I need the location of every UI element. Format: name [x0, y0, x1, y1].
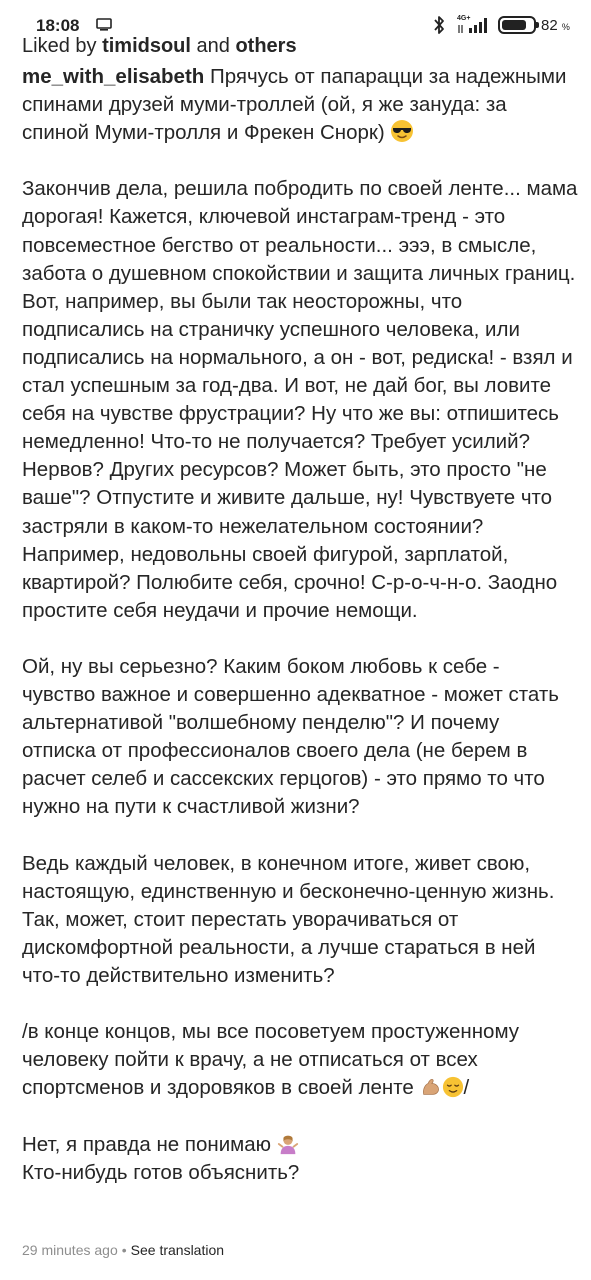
post-caption — [22, 63, 578, 1187]
meta-separator: • — [121, 1242, 127, 1258]
caption-text: /в конце концов, мы все посоветуем простуженному человеку пойти к врачу, а не отписаться от всех спортсменов и здоровяков в своей ленте — [22, 1020, 520, 1100]
liked-by-user[interactable]: timidsoul — [102, 35, 191, 56]
caption-paragraph — [22, 1131, 578, 1159]
cellular-signal-icon: 4G+ — [457, 16, 493, 34]
relieved-face-icon — [442, 1076, 464, 1098]
see-translation-link[interactable]: See translation — [130, 1242, 225, 1258]
post-username[interactable]: me_with_elisabeth — [22, 65, 205, 88]
caption-paragraph: Вот, например, вы были так неосторожны, что подписались на страничку успешного человека, или подписались на нормального, а он - вот, редиска! - взял и стал успешным за год-два. И вот, не дай бог, вы ловите себя на чувстве фрустрации? Ну что же вы: отпишитесь немедленно! Что-то не получается? Требует усилий? Нервов? Других ресурсов? Может быть, это просто "не ваше"? Отпустите и живите дальше, ну! Чувствуете что застряли в каком-то нежелательном состоянии? Например, недовольны своей фигурой, зарплатой, квартирой? Полюбите себя, срочно! С-р-о-ч-н-о. Заодно простите себя неудачи и прочие немощи. — [22, 289, 573, 622]
caption-paragraph — [22, 1018, 578, 1102]
liked-by-row[interactable] — [22, 30, 562, 56]
battery-tip — [536, 22, 539, 28]
caption-paragraph: Ой, ну вы серьезно? Каким боком любовь к себе - чувство важное и совершенно адекватное - может стать альтернативой "волшебному пенделю"? И почему отписка от профессионалов своего дела (не берем в расчет селеб и сассекских герцогов) - это прямо то что нужно на пути к счастливой жизни? — [22, 654, 559, 819]
caption-text: / — [463, 1076, 470, 1100]
caption-paragraph: Закончив дела, решила побродить по своей ленте... мама дорогая! Кажется, ключевой инстаграм-тренд - это повсеместное бегство от реальности... эээ, в смысле, забота о душевном спокойствии и защита личных границ. — [22, 177, 578, 285]
status-time: 18:08 — [36, 16, 80, 35]
post-meta — [22, 1242, 224, 1258]
flexed-biceps-icon — [420, 1076, 442, 1098]
caption-text: Прячусь от папарацци за надежными спинами друзей муми-троллей (ой, я же зануда: за спиной Муми-тролля и Фрекен Снорк) — [22, 65, 567, 145]
caption-text: Нет, я правда не понимаю — [22, 1132, 277, 1156]
caption-paragraph — [22, 63, 578, 147]
person-shrugging-icon — [277, 1133, 299, 1155]
caption-paragraph: Ведь каждый человек, в конечном итоге, живет свою, настоящую, единственную и бесконечно-ценную жизнь. Так, может, стоит перестать уворачиваться от дискомфортной реальности, а лучше стараться в ней что-то действительно изменить? — [22, 851, 555, 987]
liked-by-and: and — [190, 35, 236, 56]
battery-percent: 82 % — [541, 17, 570, 34]
battery-level — [502, 20, 526, 30]
post-timestamp: 29 minutes ago — [22, 1242, 118, 1258]
liked-by-prefix: Liked by — [22, 35, 103, 56]
caption-paragraph: Кто-нибудь готов объяснить? — [22, 1160, 300, 1184]
smiling-face-with-sunglasses-icon — [390, 119, 414, 143]
liked-by-others[interactable]: others — [235, 35, 297, 56]
